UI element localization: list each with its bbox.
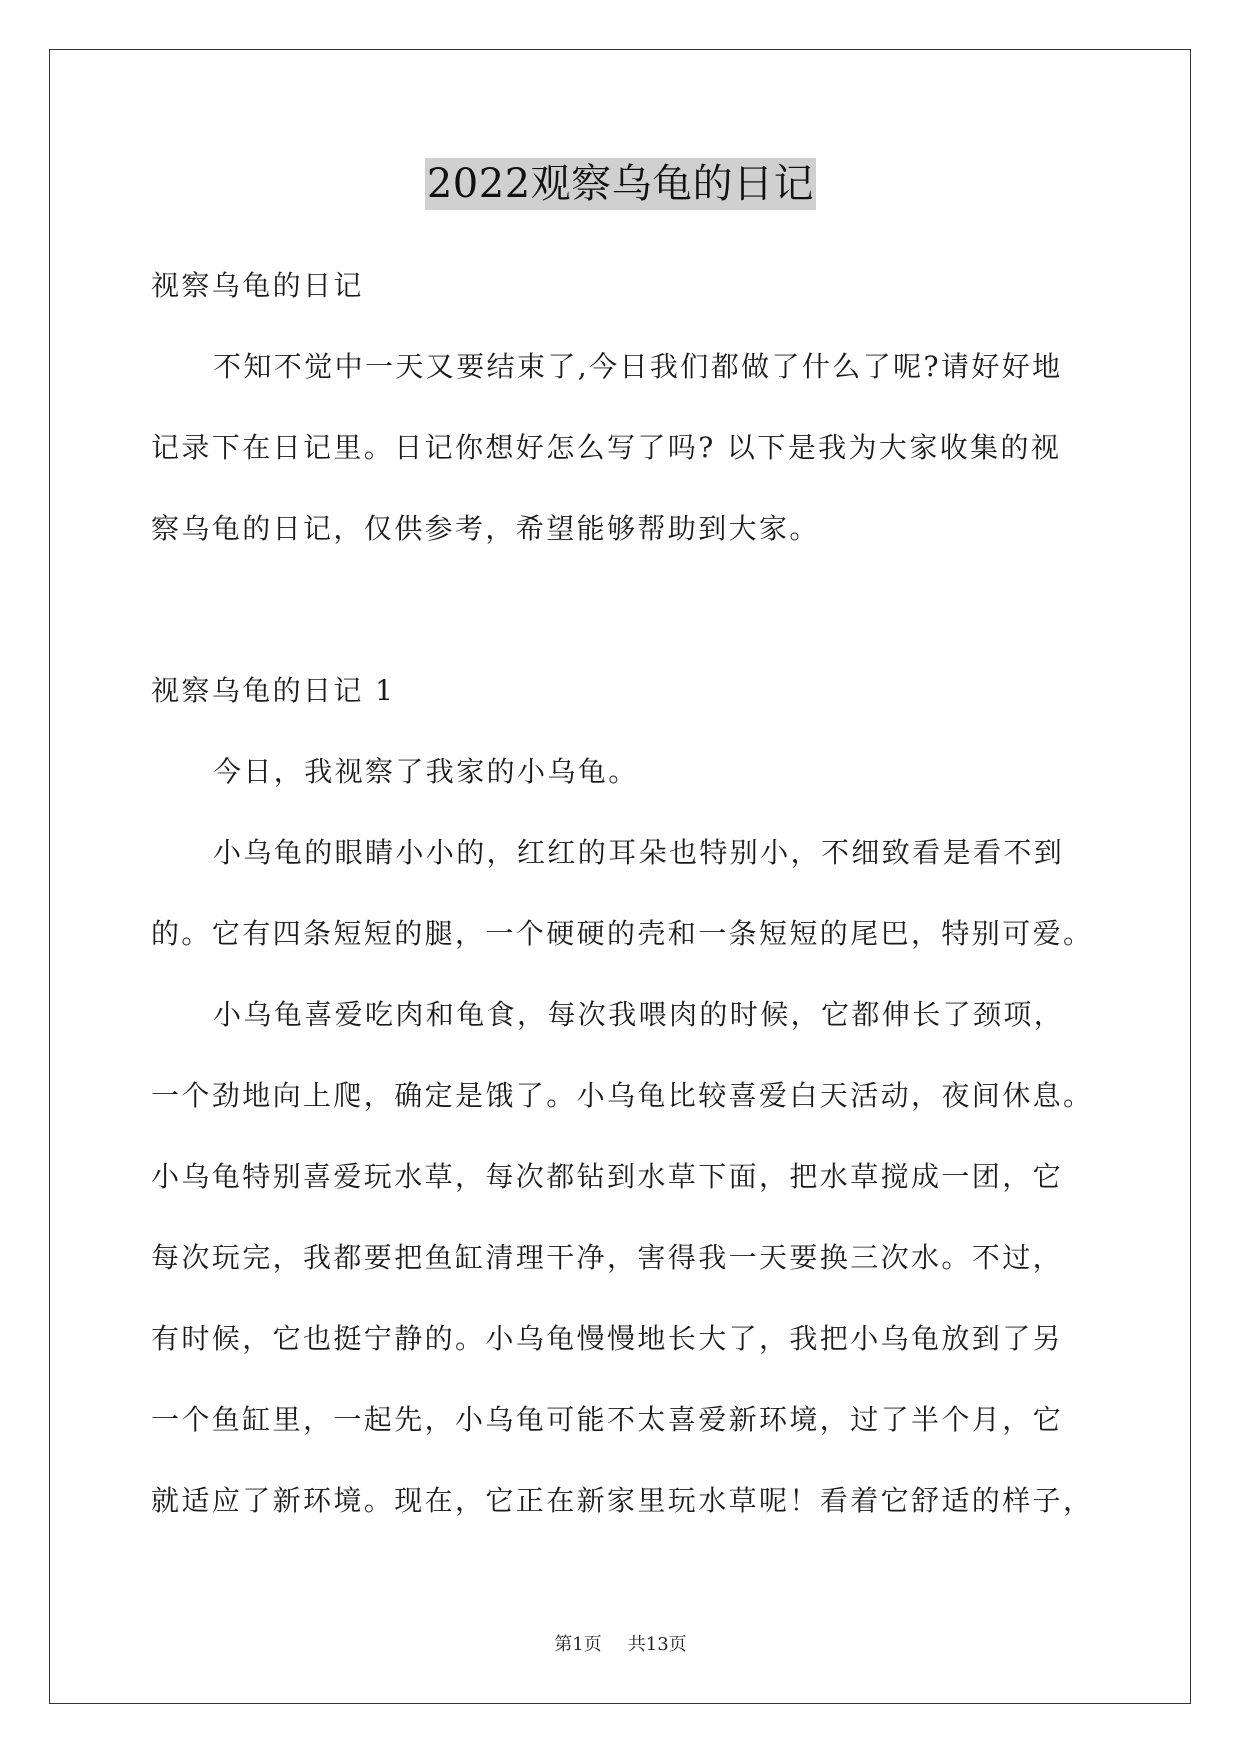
document-body bbox=[151, 256, 1094, 1552]
page-footer bbox=[0, 1630, 1241, 1656]
intro-line-3: 察乌龟的日记，仅供参考，希望能够帮助到大家。 bbox=[151, 512, 820, 545]
intro-line-1: 不知不觉中一天又要结束了,今日我们都做了什么了呢?请好好地 bbox=[213, 350, 1063, 383]
body-line-10: 就适应了新环境。现在，它正在新家里玩水草呢！看着它舒适的样子， bbox=[151, 1484, 1094, 1517]
body-line-4: 小乌龟喜爱吃肉和龟食，每次我喂肉的时候，它都伸长了颈项， bbox=[213, 998, 1065, 1031]
body-line-3: 的。它有四条短短的腿，一个硬硬的壳和一条短短的尾巴，特别可爱。 bbox=[151, 917, 1094, 950]
body-line-1: 今日，我视察了我家的小乌龟。 bbox=[213, 755, 639, 788]
paragraph-spacer bbox=[151, 580, 1091, 661]
subtitle-line: 视察乌龟的日记 bbox=[151, 269, 364, 302]
body-line-8: 有时候，它也挺宁静的。小乌龟慢慢地长大了，我把小乌龟放到了另 bbox=[151, 1322, 1064, 1355]
body-line-7: 每次玩完，我都要把鱼缸清理干净，害得我一天要换三次水。不过， bbox=[151, 1241, 1064, 1274]
title-wrap bbox=[0, 158, 1241, 210]
body-line-9: 一个鱼缸里，一起先，小乌龟可能不太喜爱新环境，过了半个月，它 bbox=[151, 1403, 1064, 1436]
body-line-6: 小乌龟特别喜爱玩水草，每次都钻到水草下面，把水草搅成一团，它 bbox=[151, 1160, 1064, 1193]
section-heading-1: 视察乌龟的日记 1 bbox=[151, 674, 396, 707]
document-title: 2022观察乌龟的日记 bbox=[425, 158, 816, 210]
body-line-5: 一个劲地向上爬，确定是饿了。小乌龟比较喜爱白天活动，夜间休息。 bbox=[151, 1079, 1094, 1112]
body-line-2: 小乌龟的眼睛小小的，红红的耳朵也特别小，不细致看是看不到 bbox=[213, 836, 1065, 869]
page-total: 共13页 bbox=[627, 1634, 687, 1655]
page-number: 第1页 bbox=[554, 1634, 602, 1655]
intro-line-2: 记录下在日记里。日记你想好怎么写了吗? 以下是我为大家收集的视 bbox=[151, 431, 1062, 464]
